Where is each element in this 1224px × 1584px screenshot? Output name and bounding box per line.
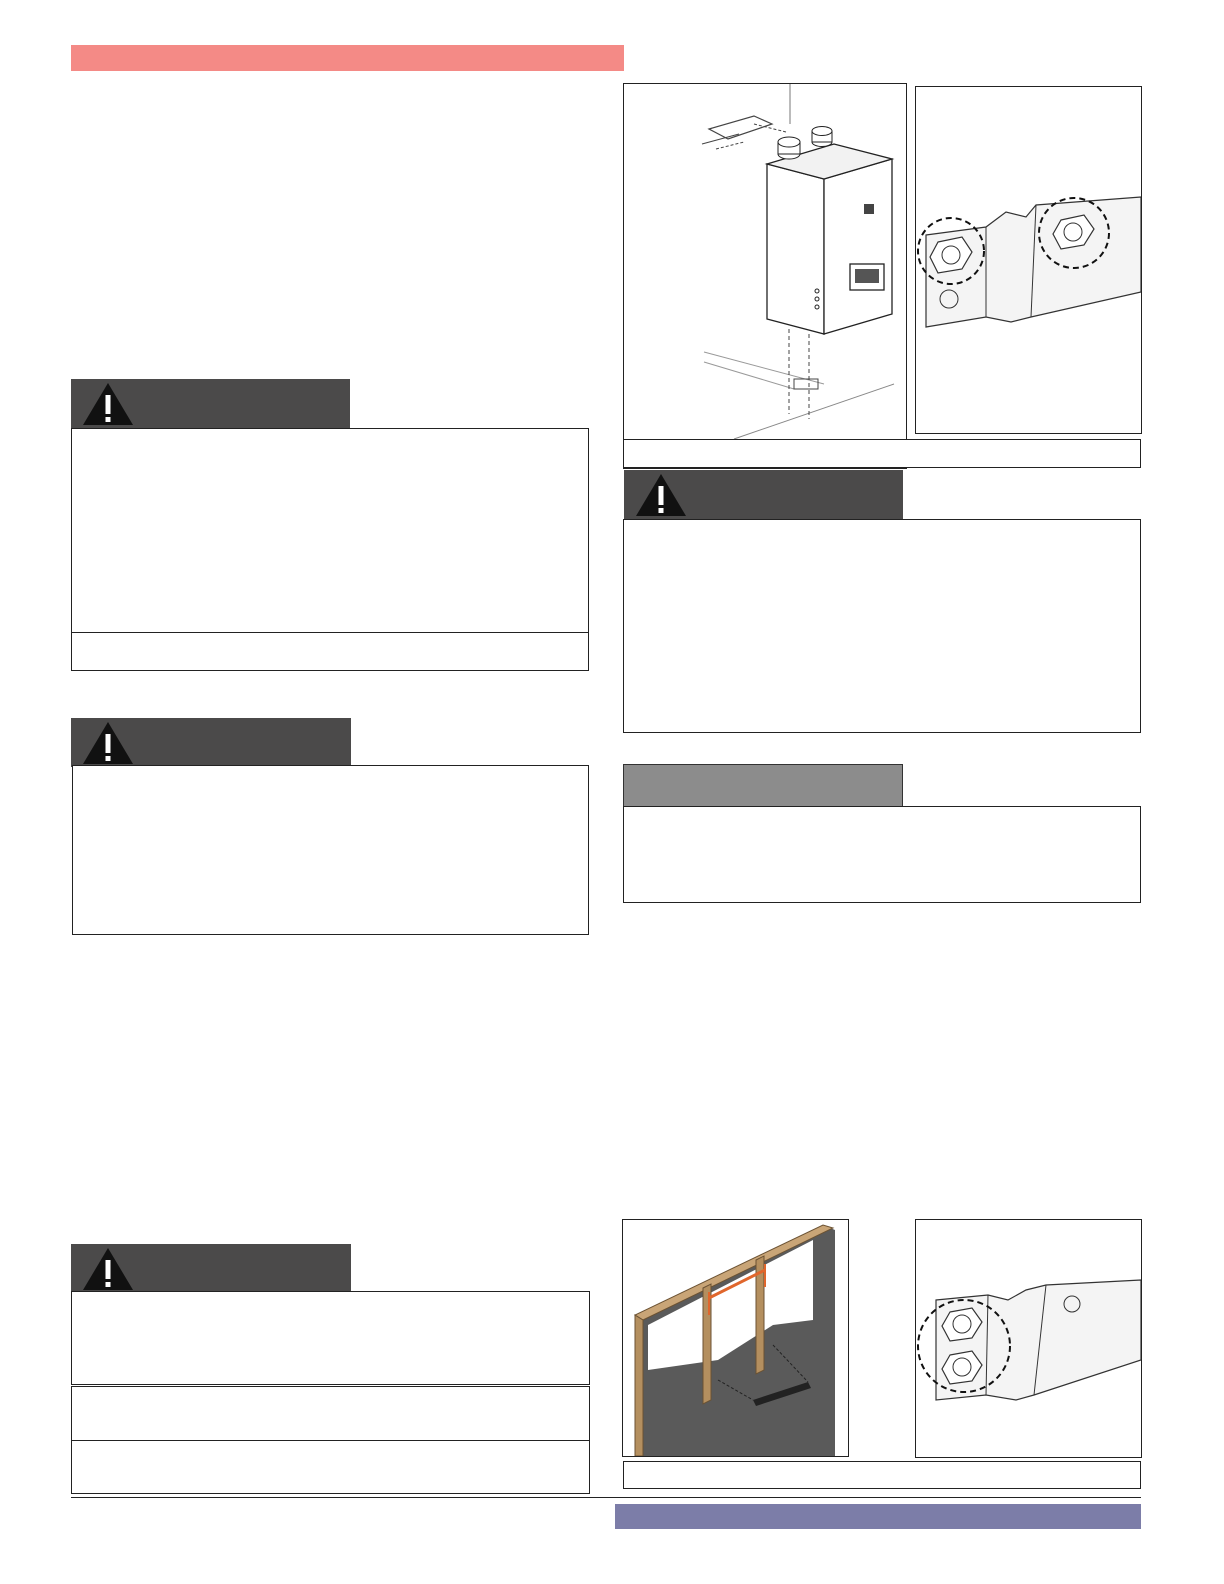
boiler-illustration (624, 84, 906, 468)
wall-stud-illustration (623, 1220, 848, 1456)
footer-band (615, 1504, 1141, 1529)
figure-wall-studs (622, 1219, 849, 1457)
figure-bracket-bolts-bottom (915, 1219, 1142, 1458)
warning-2-header (71, 718, 351, 767)
bracket-bolt-illustration (916, 1220, 1141, 1457)
warning-3-header (71, 1244, 351, 1293)
warning-1-body (71, 428, 589, 634)
warning-3-row-3 (71, 1440, 590, 1494)
warning-triangle-icon (81, 381, 135, 427)
figure-caption-top (623, 439, 1141, 468)
bracket-bolt-illustration (916, 87, 1141, 433)
warning-triangle-icon (81, 1246, 135, 1292)
figure-bracket-bolts-top (915, 86, 1142, 434)
warning-triangle-icon (634, 472, 688, 518)
footer-rule (71, 1497, 1141, 1498)
warning-3-row-2 (71, 1386, 590, 1441)
section-header-band (71, 45, 624, 71)
warning-4-header (624, 470, 903, 520)
warning-1-header (71, 379, 350, 429)
warning-4-body (623, 519, 1141, 733)
warning-2-body (72, 765, 589, 935)
figure-caption-bottom (623, 1461, 1141, 1489)
warning-3-body (71, 1291, 590, 1385)
notice-header (623, 764, 903, 808)
warning-1-footer (71, 632, 589, 671)
warning-triangle-icon (81, 720, 135, 766)
figure-boiler-wall-mount (623, 83, 907, 469)
notice-body (623, 806, 1141, 903)
